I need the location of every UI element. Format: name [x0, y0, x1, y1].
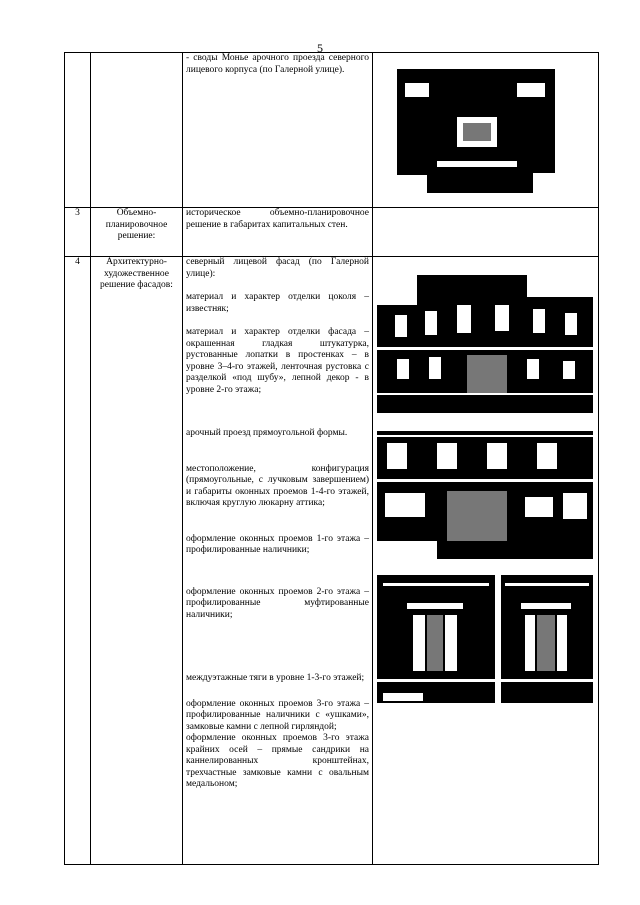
element-name: [91, 53, 183, 208]
arched-passage-photo: [377, 431, 593, 559]
description-cell: [183, 53, 373, 208]
description-cell: [183, 257, 373, 865]
description-text: историческое объемно-планировочное решение в габаритах капитальных стен.: [186, 208, 369, 230]
attributes-table: [64, 52, 599, 865]
table-row: [65, 257, 599, 865]
description-text: северный лицевой фасад (по Галерной улице):: [186, 257, 369, 279]
description-text: оформление оконных проемов 2-го этажа – профилированные муфтированные наличники;: [186, 586, 369, 620]
photo-cell: [373, 208, 599, 257]
description-text: оформление оконных проемов 3-го этажа – профилированные наличники с «ушками», замковые камни с лепной гирляндой;: [186, 698, 369, 732]
element-name: Объемно-планировочное решение:: [91, 208, 183, 257]
row-number: [65, 53, 91, 208]
photo-cell: [373, 53, 599, 208]
description-text: междуэтажные тяги в уровне 1-3-го этажей;: [186, 673, 365, 683]
element-name: Архитектурно-художественное решение фасадов:: [91, 257, 183, 865]
arch-vault-photo: [397, 65, 555, 193]
photo-cell: [373, 257, 599, 865]
facade-photo: [377, 275, 593, 413]
description-text: оформление оконных проемов 3-го этажа крайних осей – прямые сандрики на каннелированных кронштейнах, трехчастные замковые камни с овальным медальоном;: [186, 733, 369, 789]
description-text: арочный проезд прямоугольной формы.: [186, 428, 348, 438]
description-text: материал и характер отделки цоколя – известняк;: [186, 292, 369, 314]
page-number: 5: [317, 41, 323, 55]
description-text: материал и характер отделки фасада – окрашенная гладкая штукатурка, рустованные лопатки в простенках – в уровне 3–4-го этажей, ленточная рустовка с разделкой «под шубу», лепной декор - в уровне 2-го этажа;: [186, 327, 369, 395]
description-cell: [183, 208, 373, 257]
row-number: 4: [65, 257, 91, 865]
window-detail-photo-right: [501, 575, 593, 703]
description-text: - своды Монье арочного проезда северного лицевого корпуса (по Галерной улице).: [186, 53, 369, 75]
row-number: 3: [65, 208, 91, 257]
table-row: [65, 208, 599, 257]
description-text: оформление оконных проемов 1-го этажа – профилированные наличники;: [186, 533, 369, 555]
window-detail-photo-left: [377, 575, 495, 703]
description-text: местоположение, конфигурация (прямоугольные, с лучковым завершением) и габариты оконных проемов 1-4-го этажей, включая круглую люкарну аттика;: [186, 463, 369, 508]
table-row: [65, 53, 599, 208]
